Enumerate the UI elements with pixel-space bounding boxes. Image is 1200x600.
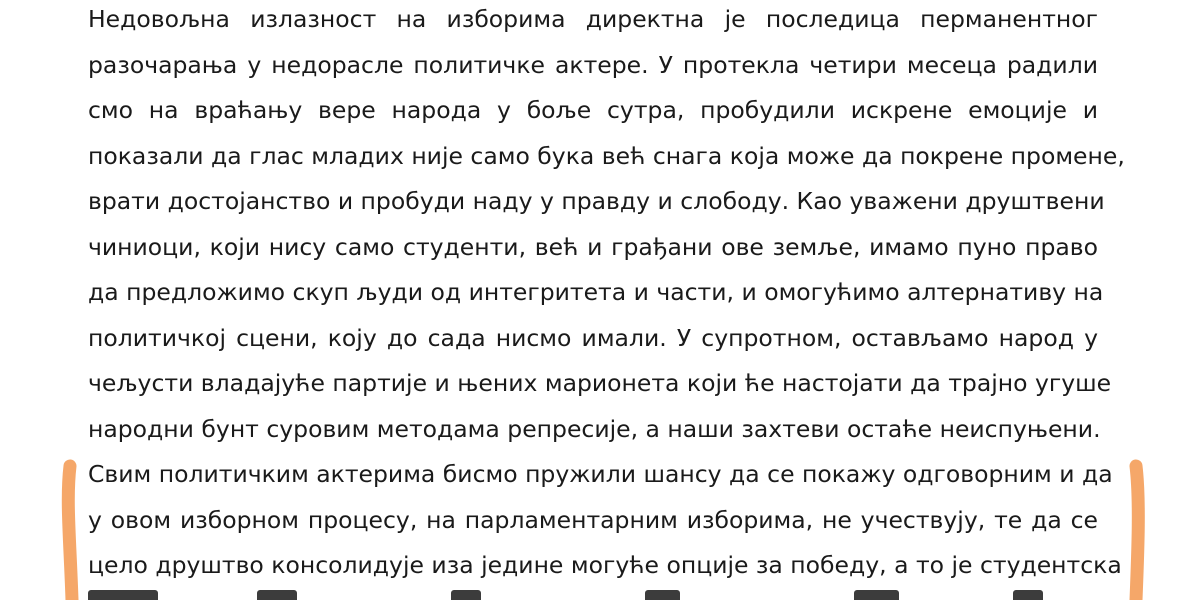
cut-off-glyphs [451,590,481,600]
document-text [88,2,1125,594]
cut-off-glyphs [1013,590,1043,600]
cut-off-glyphs [88,590,158,600]
text-line: разочарања у недорасле политичке актере. У протекла четири месеца радили [88,50,1098,79]
left-bracket-mark [68,466,72,600]
text-line: политичкој сцени, коју до сада нисмо имали. У супротном, остављамо народ у [88,323,1098,352]
text-line: да предложимо скуп људи од интегритета и части, и омогућимо алтернативу на [88,278,1104,306]
text-line: показали да глас младих није само бука већ снага која може да покрене промене, [88,141,1125,170]
text-line: Свим политичким актерима бисмо пружили шансу да се покажу одговорним и да [88,460,1113,488]
text-line: чељусти владајуће партије и њених марионета који ће настојати да трајно угуше [88,369,1112,397]
text-line: смо на враћању вере народа у боље сутра, пробудили искрене емоције и [88,96,1098,124]
cut-off-glyphs [854,590,899,600]
text-line: чиниоци, који нису само студенти, већ и грађани ове земље, имамо пуно право [88,232,1098,261]
text-line: Недовољна излазност на изборима директна је последица перманентног [88,5,1098,33]
text-line: врати достојанство и пробуди наду у правду и слободу. Као уважени друштвени [88,187,1105,215]
right-bracket-mark [1136,466,1138,600]
text-line: у овом изборном процесу, на парламентарним изборима, не учествују, те да се [88,505,1098,534]
cut-off-text-line [88,584,1098,600]
text-line: народни бунт суровим методама репресије, а наши захтеви остаће неиспуњени. [88,414,1101,443]
cut-off-glyphs [257,590,297,600]
cut-off-glyphs [645,590,680,600]
text-line: цело друштво консолидује иза једине могуће опције за победу, а то је студентска [88,551,1122,579]
